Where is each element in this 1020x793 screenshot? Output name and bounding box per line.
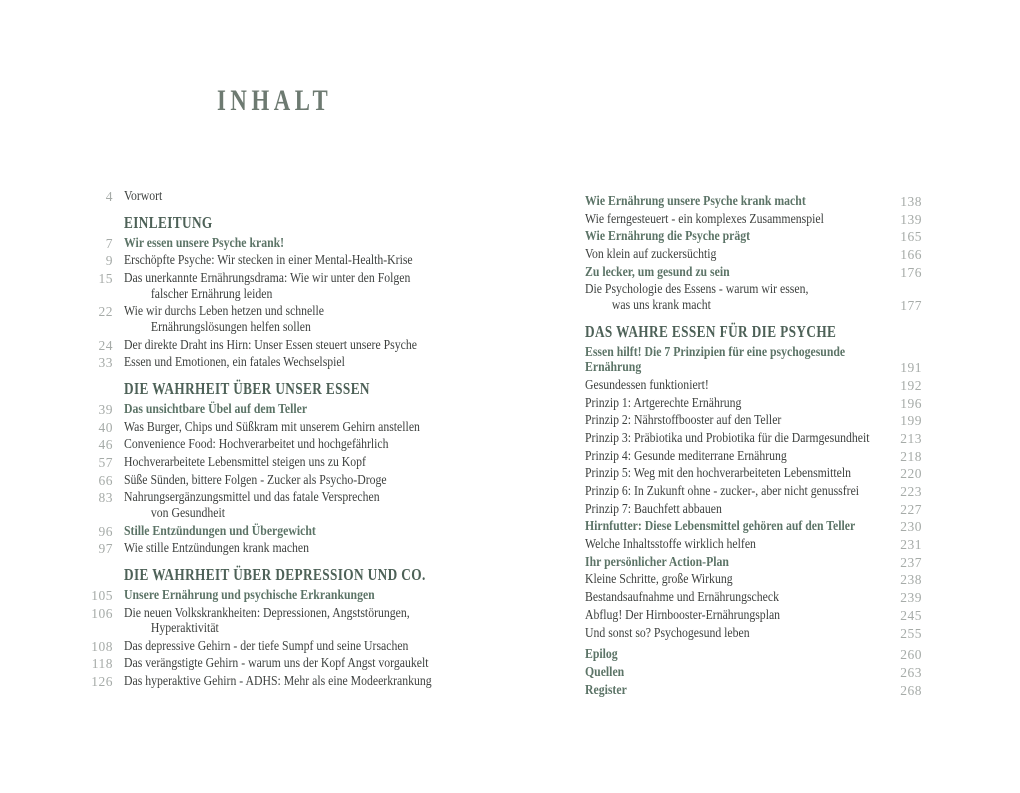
toc-entry-page-number: 7 [105,235,113,251]
toc-entry-line [585,608,922,624]
toc-entry-text: Convenience Food: Hochverarbeitet und hochgefährlich [124,437,389,453]
toc-entry-text: Hochverarbeitete Lebensmittel steigen uns zu Kopf [124,454,366,470]
toc-entry-line [585,282,922,298]
toc-entry-page-number: 230 [900,519,922,535]
toc-entry [585,265,922,281]
toc-entry-text: Und sonst so? Psychogesund leben [585,625,750,641]
toc-entry-line [124,541,469,557]
toc-entry [89,253,469,269]
toc-entry [89,524,469,540]
toc-entry-lines [124,355,469,371]
toc-entry-line [585,590,922,606]
toc-entry-text: Das verängstigte Gehirn - warum uns der Kopf Angst vorgaukelt [124,656,429,672]
toc-entry-page-number: 105 [91,587,113,603]
toc-entry-line [585,502,922,518]
toc-entry-text: Erschöpfte Psyche: Wir stecken in einer Mental-Health-Krise [124,253,413,269]
toc-entry-page-number: 40 [98,419,113,435]
toc-entry-lines [124,236,469,252]
toc-entry-page-number: 260 [900,647,922,663]
toc-entry-text: Vorwort [124,189,163,204]
toc-entry-page-number: 223 [900,484,922,500]
toc-entry [585,590,922,606]
toc-entry-lines [124,253,469,269]
toc-entry-lines [124,524,469,540]
toc-entry-text: Wie Ernährung die Psyche prägt [585,229,751,245]
toc-entry-line [585,345,922,361]
toc-entry-line [124,490,469,506]
toc-entry-text: Essen und Emotionen, ein fatales Wechselspiel [124,355,345,371]
toc-entry-page-number: 245 [900,607,922,623]
toc-entry [89,402,469,418]
toc-entry-page-number: 96 [98,523,113,539]
toc-entry [89,639,469,655]
toc-entry [585,555,922,571]
section-heading [124,566,469,584]
toc-entry [89,541,469,557]
toc-entry-lines [124,674,469,690]
toc-entry-lines [124,437,469,453]
section-heading-text: DIE WAHRHEIT ÜBER DEPRESSION UND CO. [124,564,426,584]
toc-right-column [585,194,922,700]
section-heading-text: EINLEITUNG [124,212,213,232]
toc-entry-line [585,647,922,663]
toc-entry-lines [124,189,469,205]
toc-entry-line [124,455,469,471]
toc-entry-page-number: 268 [900,682,922,698]
toc-entry-page-number: 218 [900,448,922,464]
toc-entry-line [124,621,469,637]
toc-entry-text: Abflug! Der Hirnbooster-Ernährungsplan [585,607,781,623]
toc-entry-page-number: 176 [900,264,922,280]
toc-entry-text: Von klein auf zuckersüchtig [585,247,717,263]
toc-entry [89,355,469,371]
toc-entry-line [124,674,469,690]
toc-entry-lines [124,490,469,521]
toc-entry-line [124,355,469,371]
toc-entry-page-number: 9 [105,253,113,269]
toc-entry-line [585,378,922,394]
toc-entry-lines [124,271,469,302]
toc-entry-line [124,420,469,436]
toc-section [585,194,922,314]
toc-entry-text: Prinzip 7: Bauchfett abbauen [585,501,722,517]
toc-entry-page-number: 177 [900,298,922,314]
toc-entry-text: Das depressive Gehirn - der tiefe Sumpf und seine Ursachen [124,638,409,654]
toc-entry [585,572,922,588]
toc-entry [585,502,922,518]
toc-entry [585,247,922,263]
toc-entry [89,490,469,521]
toc-entry-page-number: 138 [900,194,922,209]
toc-entry [89,674,469,690]
toc-entry-text: Ernährungslösungen helfen sollen [150,319,311,335]
toc-entry [89,304,469,335]
toc-entry-text: Prinzip 5: Weg mit den hochverarbeiteten Lebensmitteln [585,466,851,482]
toc-entry-text: Ihr persönlicher Action-Plan [585,554,729,570]
toc-entry-page-number: 227 [900,501,922,517]
section-heading [585,323,922,341]
toc-entry-page-number: 118 [91,656,113,672]
toc-entry-text: Welche Inhaltsstoffe wirklich helfen [585,537,756,553]
toc-entry-lines [124,639,469,655]
toc-entry-line [585,360,922,376]
toc-entry-page-number: 213 [900,430,922,446]
toc-entry-page-number: 108 [91,638,113,654]
toc-entry-text: Essen hilft! Die 7 Prinzipien für eine psychogesunde [585,344,846,360]
toc-entry-text: Prinzip 6: In Zukunft ohne - zucker-, aber nicht genussfrei [585,484,860,500]
toc-entry-text: Ernährung [585,360,642,376]
toc-entry-text: falscher Ernährung leiden [150,286,273,302]
toc-entry [89,473,469,489]
toc-entry-page-number: 22 [98,304,113,320]
toc-entry-text: Nahrungsergänzungsmittel und das fatale Versprechen [124,490,380,506]
toc-entry [585,282,922,313]
toc-entry-page-number: 57 [98,454,113,470]
toc-entry-line [124,338,469,354]
toc-entry-page-number: 166 [900,247,922,263]
toc-entry [585,413,922,429]
toc-entry [89,656,469,672]
toc-entry-line [585,212,922,228]
toc-entry-text: Prinzip 2: Nährstoffbooster auf den Teller [585,413,782,429]
toc-entry-page-number: 165 [900,229,922,245]
toc-entry-page-number: 199 [900,413,922,429]
section-heading [124,214,469,232]
toc-entry-line [585,449,922,465]
toc-entry-line [124,473,469,489]
toc-entry-page-number: 39 [98,401,113,417]
toc-entry-text: Prinzip 3: Präbiotika und Probiotika für die Darmgesundheit [585,430,870,446]
toc-entry-text: von Gesundheit [150,505,226,521]
toc-section [585,323,922,642]
toc-entry-text: Zu lecker, um gesund zu sein [585,264,730,280]
toc-entry [89,455,469,471]
toc-entry-page-number: 97 [98,541,113,557]
toc-entry-line [585,537,922,553]
toc-entry-text: Die Psychologie des Essens - warum wir essen, [585,282,809,298]
toc-entry-page-number: 263 [900,664,922,680]
toc-entry-line [124,606,469,622]
toc-section [89,566,469,690]
toc-entry-lines [124,402,469,418]
toc-entry-lines [124,541,469,557]
toc-entry-lines [124,606,469,637]
section-heading-text: DAS WAHRE ESSEN FÜR DIE PSYCHE [585,321,837,341]
toc-entry [89,338,469,354]
toc-entry-line [585,396,922,412]
toc-entry-page-number: 237 [900,554,922,570]
toc-entry-text: Wie wir durchs Leben hetzen und schnelle [124,304,325,320]
toc-entry [89,588,469,604]
toc-entry-line [585,466,922,482]
toc-entry-page-number: 196 [900,395,922,411]
toc-entry [585,665,922,681]
toc-entry-text: Prinzip 1: Artgerechte Ernährung [585,395,742,411]
toc-section [585,647,922,698]
toc-entry [89,420,469,436]
toc-entry [585,519,922,535]
toc-entry-line [124,320,469,336]
toc-entry-line [124,506,469,522]
toc-entry [585,396,922,412]
toc-entry-line [585,431,922,447]
toc-section [89,214,469,371]
toc-entry-text: Süße Sünden, bittere Folgen - Zucker als Psycho-Droge [124,472,387,488]
toc-entry [585,626,922,642]
toc-entry-page-number: 239 [900,590,922,606]
toc-entry-text: Quellen [585,664,625,680]
toc-entry-line [585,194,922,210]
section-heading [124,380,469,398]
toc-entry-line [124,253,469,269]
toc-entry-page-number: 106 [91,605,113,621]
toc-entry-page-number: 126 [91,674,113,690]
toc-entry-page-number: 33 [98,355,113,371]
toc-entry-text: Wie stille Entzündungen krank machen [124,541,310,557]
toc-entry-line [124,271,469,287]
toc-entry-line [124,437,469,453]
toc-entry [585,449,922,465]
toc-entry-line [585,555,922,571]
toc-entry-text: Die neuen Volkskrankheiten: Depressionen, Angststörungen, [124,605,410,621]
toc-entry-page-number: 192 [900,377,922,393]
toc-entry [89,437,469,453]
toc-entry-line [585,572,922,588]
toc-entry [585,212,922,228]
toc-entry-line [585,484,922,500]
toc-entry-text: Epilog [585,647,618,663]
toc-entry-page-number: 139 [900,211,922,227]
toc-entry-lines [124,338,469,354]
toc-entry-text: Prinzip 4: Gesunde mediterrane Ernährung [585,448,787,464]
toc-entry-line [585,413,922,429]
toc-entry-text: Gesundessen funktioniert! [585,377,709,393]
toc-entry-page-number: 191 [900,360,922,376]
toc-entry-text: Wie Ernährung unsere Psyche krank macht [585,194,806,209]
toc-entry-text: Der direkte Draht ins Hirn: Unser Essen steuert unsere Psyche [124,337,417,353]
toc-entry [585,608,922,624]
toc-entry-page-number: 46 [98,437,113,453]
toc-entry [585,378,922,394]
toc-entry [89,606,469,637]
toc-entry [585,431,922,447]
toc-entry-line [124,656,469,672]
toc-entry-lines [124,473,469,489]
toc-entry-line [585,626,922,642]
toc-entry-text: Bestandsaufnahme und Ernährungscheck [585,590,779,606]
toc-entry [89,236,469,252]
toc-left-column [89,189,469,692]
toc-entry-page-number: 231 [900,537,922,553]
toc-entry-line [124,639,469,655]
toc-entry-line [585,519,922,535]
toc-entry-page-number: 83 [98,490,113,506]
toc-entry [585,229,922,245]
toc-entry-page-number: 15 [98,270,113,286]
toc-entry-lines [124,304,469,335]
toc-section [89,380,469,557]
toc-entry-text: Hyperaktivität [150,621,219,637]
toc-entry-line [124,189,469,205]
toc-entry [585,683,922,699]
toc-entry-line [124,524,469,540]
toc-entry-line [585,247,922,263]
toc-entry-page-number: 4 [105,189,113,204]
toc-entry-line [124,236,469,252]
toc-entry-text: Unsere Ernährung und psychische Erkrankungen [124,587,375,603]
toc-entry-line [585,665,922,681]
toc-entry-text: Kleine Schritte, große Wirkung [585,572,733,588]
toc-entry [585,537,922,553]
toc-entry-lines [124,656,469,672]
toc-entry-lines [124,588,469,604]
toc-entry-page-number: 24 [98,337,113,353]
toc-entry-page-number: 255 [900,625,922,641]
toc-entry [585,466,922,482]
toc-entry-text: Register [585,682,627,698]
section-heading-text: DIE WAHRHEIT ÜBER UNSER ESSEN [124,378,370,398]
toc-entry-lines [124,420,469,436]
toc-entry-text: Das hyperaktive Gehirn - ADHS: Mehr als eine Modeerkrankung [124,674,432,690]
toc-entry-text: Was Burger, Chips und Süßkram mit unserem Gehirn anstellen [124,419,420,435]
toc-entry-text: Stille Entzündungen und Übergewicht [124,523,316,539]
toc-entry-text: Das unerkannte Ernährungsdrama: Wie wir unter den Folgen [124,270,411,286]
toc-entry [585,345,922,376]
toc-entry-text: Das unsichtbare Übel auf dem Teller [124,401,308,417]
toc-entry-line [585,683,922,699]
toc-entry-text: was uns krank macht [611,298,711,314]
toc-entry [585,647,922,663]
toc-entry-text: Wie ferngesteuert - ein komplexes Zusammenspiel [585,211,824,227]
toc-entry-line [585,298,922,314]
toc-entry-line [124,304,469,320]
toc-entry-lines [124,455,469,471]
toc-entry [89,271,469,302]
toc-entry-text: Wir essen unsere Psyche krank! [124,235,285,251]
toc-entry-line [124,588,469,604]
toc-entry [585,484,922,500]
toc-entry-page-number: 238 [900,572,922,588]
toc-entry-line [585,265,922,281]
toc-entry-page-number: 220 [900,466,922,482]
toc-entry-page-number: 66 [98,472,113,488]
toc-section [89,189,469,205]
toc-entry-line [124,287,469,303]
toc-entry-line [585,229,922,245]
toc-entry [585,194,922,210]
page-title: INHALT [217,84,333,117]
toc-entry [89,189,469,205]
toc-entry-text: Hirnfutter: Diese Lebensmittel gehören auf den Teller [585,519,856,535]
toc-entry-line [124,402,469,418]
